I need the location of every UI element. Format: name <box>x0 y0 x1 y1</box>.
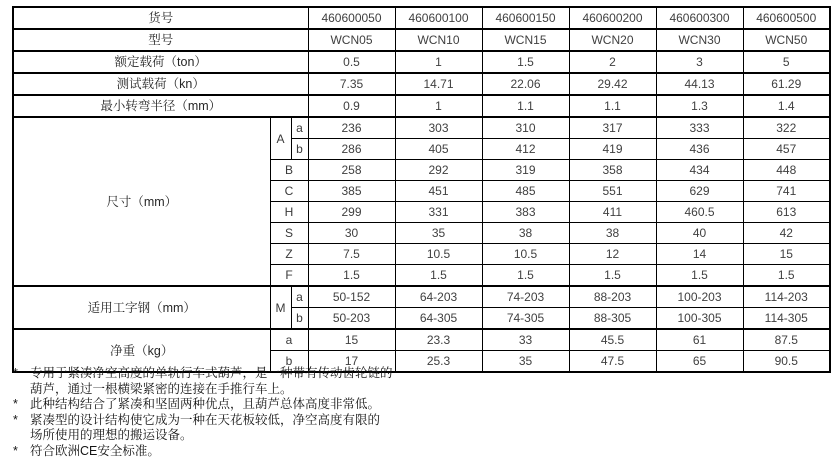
dim-value: 383 <box>482 202 569 223</box>
beam-letter-M: M <box>270 286 291 329</box>
item-no-value: 460600100 <box>395 7 482 29</box>
weight-value: 61 <box>656 329 743 351</box>
dim-value: 42 <box>743 223 830 244</box>
beam-sub-letter: a <box>291 286 308 308</box>
rated-load-value: 0.5 <box>308 51 395 73</box>
dim-value: 412 <box>482 139 569 160</box>
footnote <box>13 444 553 459</box>
item-no-value: 460600150 <box>482 7 569 29</box>
dim-value: 741 <box>743 181 830 202</box>
min-radius-value: 1.4 <box>743 95 830 117</box>
dim-value: 434 <box>656 160 743 181</box>
dim-value: 1.5 <box>569 265 656 287</box>
dim-value: 451 <box>395 181 482 202</box>
footnotes <box>13 366 553 459</box>
weight-sub-letter: a <box>270 329 308 351</box>
dim-value: 14 <box>656 244 743 265</box>
test-load-value: 44.13 <box>656 73 743 95</box>
test-load-value: 14.71 <box>395 73 482 95</box>
dim-value: 405 <box>395 139 482 160</box>
weight-value: 25.3 <box>395 351 482 373</box>
min-radius-value: 1 <box>395 95 482 117</box>
model-value: WCN10 <box>395 29 482 51</box>
beam-value: 50-152 <box>308 286 395 308</box>
beam-value: 114-305 <box>743 308 830 330</box>
dim-letter-Z: Z <box>270 244 308 265</box>
dim-value: 303 <box>395 117 482 139</box>
model-value: WCN20 <box>569 29 656 51</box>
beam-value: 100-305 <box>656 308 743 330</box>
dim-value: 236 <box>308 117 395 139</box>
footnote-line: 场所使用的理想的搬运设备。 <box>30 428 193 442</box>
dim-value: 286 <box>308 139 395 160</box>
dim-value: 419 <box>569 139 656 160</box>
dim-value: 319 <box>482 160 569 181</box>
rated-load-value: 1.5 <box>482 51 569 73</box>
model-value: WCN15 <box>482 29 569 51</box>
dim-letter-B: B <box>270 160 308 181</box>
row-model <box>13 29 830 51</box>
dim-value: 299 <box>308 202 395 223</box>
weight-section-label: 净重（kg） <box>13 329 270 372</box>
rated-load-value: 1 <box>395 51 482 73</box>
dim-value: 38 <box>569 223 656 244</box>
dim-value: 15 <box>743 244 830 265</box>
dim-letter-S: S <box>270 223 308 244</box>
weight-value: 45.5 <box>569 329 656 351</box>
dim-value: 30 <box>308 223 395 244</box>
dim-value: 310 <box>482 117 569 139</box>
dim-value: 358 <box>569 160 656 181</box>
dim-value: 333 <box>656 117 743 139</box>
dim-value: 10.5 <box>482 244 569 265</box>
dim-value: 258 <box>308 160 395 181</box>
footnote-line: 紧凑型的设计结构使它成为一种在天花板较低，净空高度有限的 <box>30 412 381 427</box>
dim-value: 12 <box>569 244 656 265</box>
weight-value: 33 <box>482 329 569 351</box>
dim-value: 7.5 <box>308 244 395 265</box>
rated-load-value: 5 <box>743 51 830 73</box>
test-load-value: 22.06 <box>482 73 569 95</box>
dim-value: 448 <box>743 160 830 181</box>
footnote <box>13 413 553 444</box>
spec-table <box>12 6 831 373</box>
row-test-load <box>13 73 830 95</box>
footnote-marker: * <box>13 366 18 380</box>
model-value: WCN50 <box>743 29 830 51</box>
dim-value: 1.5 <box>743 265 830 287</box>
min-radius-value: 1.3 <box>656 95 743 117</box>
row-weight-a <box>13 329 830 351</box>
dim-sub-letter: b <box>291 139 308 160</box>
weight-value: 15 <box>308 329 395 351</box>
weight-value: 90.5 <box>743 351 830 373</box>
test-load-value: 29.42 <box>569 73 656 95</box>
weight-sub-letter: b <box>270 351 308 373</box>
rated-load-value: 2 <box>569 51 656 73</box>
beam-value: 88-305 <box>569 308 656 330</box>
dim-value: 457 <box>743 139 830 160</box>
dim-letter-A: A <box>270 117 291 160</box>
footnote-line: 符合欧洲CE安全标准。 <box>30 443 160 458</box>
size-section-label: 尺寸（mm） <box>13 117 270 286</box>
weight-value: 65 <box>656 351 743 373</box>
model-value: WCN30 <box>656 29 743 51</box>
beam-value: 74-203 <box>482 286 569 308</box>
footnote <box>13 366 553 397</box>
dim-value: 322 <box>743 117 830 139</box>
dim-value: 40 <box>656 223 743 244</box>
footnote-line: 此种结构结合了紧凑和坚固两种优点，且葫芦总体高度非常低。 <box>30 397 381 411</box>
weight-value: 17 <box>308 351 395 373</box>
dim-letter-C: C <box>270 181 308 202</box>
dim-value: 411 <box>569 202 656 223</box>
row-min-radius <box>13 95 830 117</box>
min-radius-value: 1.1 <box>569 95 656 117</box>
dim-value: 1.5 <box>656 265 743 287</box>
beam-value: 100-203 <box>656 286 743 308</box>
beam-value: 50-203 <box>308 308 395 330</box>
footnote-marker: * <box>13 412 18 427</box>
dim-value: 331 <box>395 202 482 223</box>
item-no-value: 460600200 <box>569 7 656 29</box>
dim-letter-F: F <box>270 265 308 287</box>
dim-value: 10.5 <box>395 244 482 265</box>
beam-value: 114-203 <box>743 286 830 308</box>
beam-section-label: 适用工字钢（mm） <box>13 286 270 329</box>
test-load-value: 61.29 <box>743 73 830 95</box>
dim-value: 1.5 <box>395 265 482 287</box>
beam-value: 74-305 <box>482 308 569 330</box>
dim-value: 460.5 <box>656 202 743 223</box>
row-item-no <box>13 7 830 29</box>
dim-value: 629 <box>656 181 743 202</box>
footnote-line: 葫芦，通过一根横梁紧密的连接在手推行车上。 <box>30 381 293 396</box>
min-radius-label: 最小转弯半径（mm） <box>13 95 308 117</box>
dim-value: 551 <box>569 181 656 202</box>
min-radius-value: 1.1 <box>482 95 569 117</box>
beam-value: 64-203 <box>395 286 482 308</box>
weight-value: 87.5 <box>743 329 830 351</box>
footnote-marker: * <box>13 443 18 458</box>
test-load-label: 测试载荷（kn） <box>13 73 308 95</box>
row-rated-load <box>13 51 830 73</box>
dim-value: 613 <box>743 202 830 223</box>
model-label: 型号 <box>13 29 308 51</box>
dim-value: 35 <box>395 223 482 244</box>
footnote-line: 专用于紧凑净空高度的单轨行车式葫芦，是一种带有传动齿轮链的 <box>30 366 393 380</box>
weight-value: 47.5 <box>569 351 656 373</box>
row-size-A-a <box>13 117 830 139</box>
dim-value: 1.5 <box>308 265 395 287</box>
dim-value: 1.5 <box>482 265 569 287</box>
weight-value: 23.3 <box>395 329 482 351</box>
dim-value: 317 <box>569 117 656 139</box>
dim-letter-H: H <box>270 202 308 223</box>
rated-load-value: 3 <box>656 51 743 73</box>
footnote-marker: * <box>13 397 18 411</box>
dim-value: 485 <box>482 181 569 202</box>
beam-value: 64-305 <box>395 308 482 330</box>
model-value: WCN05 <box>308 29 395 51</box>
min-radius-value: 0.9 <box>308 95 395 117</box>
beam-value: 88-203 <box>569 286 656 308</box>
dim-value: 292 <box>395 160 482 181</box>
item-no-value: 460600050 <box>308 7 395 29</box>
item-no-value: 460600300 <box>656 7 743 29</box>
item-no-label: 货号 <box>13 7 308 29</box>
dim-value: 38 <box>482 223 569 244</box>
test-load-value: 7.35 <box>308 73 395 95</box>
item-no-value: 460600500 <box>743 7 830 29</box>
footnote <box>13 397 553 413</box>
rated-load-label: 额定载荷（ton） <box>13 51 308 73</box>
dim-value: 436 <box>656 139 743 160</box>
row-beam-a <box>13 286 830 308</box>
weight-value: 35 <box>482 351 569 373</box>
beam-sub-letter: b <box>291 308 308 330</box>
dim-sub-letter: a <box>291 117 308 139</box>
dim-value: 385 <box>308 181 395 202</box>
